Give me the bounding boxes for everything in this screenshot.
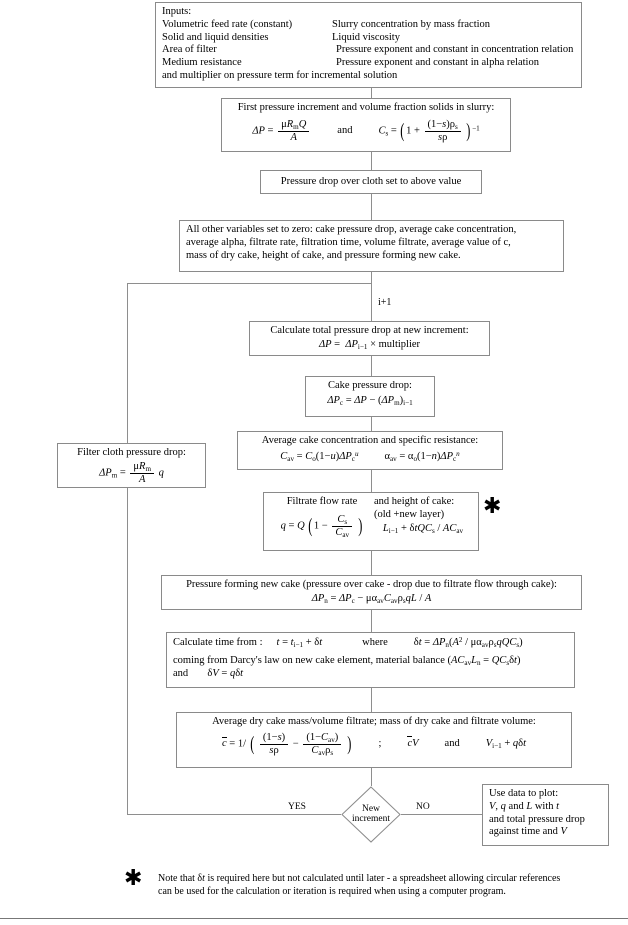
connector-avgconc-to-filtrate [371,470,372,492]
decision-yes-label: YES [288,802,306,812]
decision-label-line1: New [362,803,380,814]
page-bottom-rule [0,918,628,919]
eq-c-av: $C_{av} = C_o(1-u)\Delta P_c^u$ [280,449,359,463]
time-equation-1: $t = t_{i-1} + \delta t$ [276,637,323,649]
inputs-right-3: Pressure exponent and constant in alpha relation [336,57,539,69]
increment-counter-label: i+1 [378,297,392,308]
footnote-text [158,872,628,898]
multiplier-word: multiplier [378,338,421,350]
connector-cloth-to-zero [371,194,372,220]
connector-inputs-to-first [371,88,372,98]
time-line-2 [173,655,568,668]
time-line-3 [173,668,568,681]
asterisk-marker-icon: ✱ [483,494,502,519]
inputs-box [155,2,582,88]
inputs-left-3: Medium resistance [162,57,242,69]
new-cake-title: Pressure forming new cake (pressure over cake - drop due to filtrate flow through cake): [186,579,557,590]
inputs-heading: Inputs: [162,6,192,17]
filtrate-flow-title: Filtrate flow rate [286,496,358,507]
connector-first-to-cloth [371,152,372,170]
loop-line-yes-horizontal [127,814,341,815]
filtrate-flow-box [263,492,479,551]
zero-line-2: mass of dry cake, height of cake, and pressure forming new cake. [186,249,461,261]
inputs-right-1: Liquid viscosity [332,31,400,43]
total-pressure-equation: $\Delta P = \Delta P_{i-1}$ × multiplier [318,338,421,351]
decision-label [341,804,401,826]
avg-dry-cake-title: Average dry cake mass/volume filtrate; mass of dry cake and filtrate volume: [212,716,536,727]
connector-avgmass-to-decision [371,768,372,786]
filtrate-flow-left [270,496,374,547]
avg-dry-cake-box [176,712,572,768]
zero-line-0: All other variables set to zero: cake pressure drop, average cake concentration, [186,224,517,235]
avg-concentration-box [237,431,503,470]
time-where-word: where [362,637,388,649]
avg-concentration-equations [244,450,496,464]
eq-volume: $V_{i-1} + q\delta t$ [485,737,526,750]
filtrate-flow-equation: q = Q (1 − $\frac{C_s}{C_{av}}$ ) [280,513,363,539]
cloth-drop-box [57,443,206,488]
plot-line-2: and total pressure drop [489,813,585,825]
inputs-right-0: Slurry concentration by mass fraction [332,18,491,30]
time-line2-text: coming from Darcy's law on new cake element, material balance [173,655,445,666]
connector-zero-to-junction [371,272,372,321]
cloth-set-text: Pressure drop over cloth set to above value [280,175,462,187]
inputs-left-1: Solid and liquid densities [162,31,269,43]
filtrate-flow-right [374,496,472,547]
connector-loop-to-clothdrop [127,283,128,443]
first-increment-title: First pressure increment and volume fraction solids in slurry: [237,102,495,113]
plot-results-box [482,784,609,846]
zero-line-1: average alpha, filtrate rate, filtration time, volume filtrate, average value of c, [186,236,511,248]
inputs-right-2: Pressure exponent and constant in concentration relation [336,44,574,56]
loop-line-top-horizontal [127,283,371,284]
connector-time-to-avgmass [371,688,372,712]
plot-line-0: Use data to plot: [489,788,559,799]
cloth-set-box [260,170,482,194]
inputs-left-0: Volumetric feed rate (constant) [162,18,293,30]
avg-concentration-title: Average cake concentration and specific resistance: [261,435,479,446]
cake-pressure-box [305,376,435,417]
eq-alpha-av: $\alpha_{av} = \alpha_o(1-n)\Delta P_c^n$ [384,449,460,463]
decision-label-line2: increment [352,814,390,825]
no-branch-line [401,814,482,815]
footnote-line-2: can be used for the calculation or iteration is required when using a computer program. [158,886,506,897]
inputs-left-2: Area of filter [162,44,217,56]
plot-line-3: against time and V [489,826,567,838]
cloth-drop-equation: $\Delta P_m$ = $\frac{\mu R_m}{A}$ q [99,460,164,485]
cake-pressure-title: Cake pressure drop: [328,380,412,391]
total-pressure-title: Calculate total pressure drop at new increment: [270,325,469,336]
time-line3-prefix: and [173,667,189,679]
zero-variables-box [179,220,564,272]
time-line-1 [173,636,568,650]
connector-cake-to-avgconc [371,417,372,431]
connector-newcake-to-time [371,610,372,632]
footnote-asterisk-icon: ✱ [124,866,143,891]
first-increment-conjunction: and [337,124,353,136]
avg-dry-cake-and: and [444,737,460,749]
time-equation-3: $(AC_{av}L_n = QC_s\delta t)$ [447,655,521,667]
avg-dry-cake-equations [183,732,565,757]
time-equation-2: $\delta t = \Delta P_n(A^2 / \mu\alpha_{av}\rho_sqQC_s)$ [413,636,523,649]
time-line1-prefix: Calculate time from : [173,637,263,649]
cloth-drop-title: Filter cloth pressure drop: [77,447,186,458]
eq-cs: $C_s = (1$ + $\frac{(1-s)\rho_s}{s\rho}$ )$^{-1}$ [378,118,480,143]
avg-dry-cake-semicolon: ; [378,737,382,749]
time-equation-4: δV = qδt [207,667,244,679]
height-cake-title-2: (old +new layer) [374,508,445,520]
decision-no-label: NO [416,802,430,812]
plot-line-1: V, q and L with t [489,800,560,812]
connector-filtrate-to-newcake [371,551,372,575]
connector-total-to-cake [371,356,372,376]
height-cake-equation: $L_{i-1} + \delta tQC_s / AC_{av}$ [382,522,464,535]
eq-delta-p-medium: ΔP = $\frac{\mu R_mQ}{A}$ [252,119,311,144]
inputs-last-line: and multiplier on pressure term for incremental solution [162,69,398,81]
footnote-line-1: Note that δt is required here but not calculated until later - a spreadsheet allowing circular references [158,873,561,884]
eq-c-bar-v: cV [407,737,419,749]
eq-c-bar: c = 1/ ( $\frac{(1-s)}{s\rho}$ − $\frac{(1-C_{av})}{C_{av}\rho_s}$ ) [222,731,352,757]
new-cake-equation: $\Delta P_n = \Delta P_c - \mu\alpha_{av}C_{av}\rho_sqL / A$ [311,592,432,605]
total-pressure-box [249,321,490,356]
first-increment-box [221,98,511,152]
height-cake-title-1: and height of cake: [374,496,455,507]
first-increment-equations [228,119,504,144]
calculate-time-box [166,632,575,688]
new-cake-pressure-box [161,575,582,610]
decision-new-increment[interactable] [341,786,401,843]
cake-pressure-equation: $\Delta P_c = \Delta P - (\Delta P_m)_{i-1}$ [327,394,413,407]
